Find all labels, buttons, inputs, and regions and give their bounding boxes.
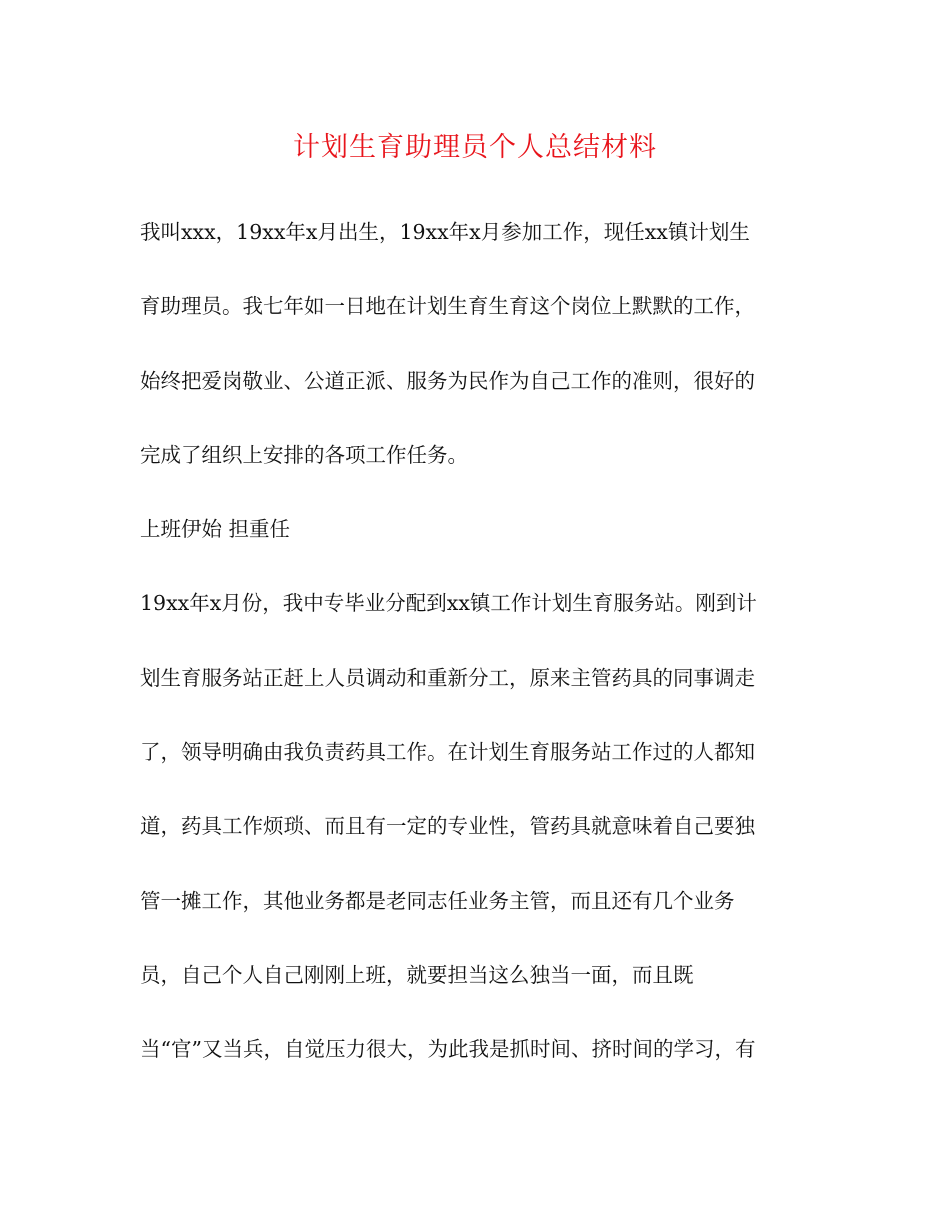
body-line: 当“官”又当兵，自觉压力很大，为此我是抓时间、挤时间的学习，有 bbox=[140, 1037, 756, 1062]
body-line: 员，自己个人自己刚刚上班，就要担当这么独当一面，而且既 bbox=[140, 962, 694, 987]
body-line: 划生育服务站正赶上人员调动和重新分工，原来主管药具的同事调走 bbox=[140, 665, 755, 690]
body-line: 道，药具工作烦琐、而且有一定的专业性，管药具就意味着自己要独 bbox=[140, 814, 755, 839]
section-heading: 上班伊始 担重任 bbox=[140, 517, 291, 542]
body-line: 了，领导明确由我负责药具工作。在计划生育服务站工作过的人都知 bbox=[140, 740, 755, 765]
body-line: 育助理员。我七年如一日地在计划生育生育这个岗位上默默的工作， bbox=[140, 294, 755, 319]
body-line: 19xx年x月份，我中专毕业分配到xx镇工作计划生育服务站。刚到计 bbox=[140, 591, 757, 616]
body-line: 我叫xxx，19xx年x月出生，19xx年x月参加工作，现任xx镇计划生 bbox=[140, 220, 750, 244]
body-line: 管一摊工作，其他业务都是老同志任业务主管，而且还有几个业务 bbox=[140, 888, 735, 913]
body-line: 始终把爱岗敬业、公道正派、服务为民作为自己工作的准则，很好的 bbox=[140, 368, 755, 393]
document-title: 计划生育助理员个人总结材料 bbox=[293, 132, 657, 163]
document-body bbox=[140, 208, 830, 1100]
body-line: 完成了组织上安排的各项工作任务。 bbox=[140, 442, 468, 467]
